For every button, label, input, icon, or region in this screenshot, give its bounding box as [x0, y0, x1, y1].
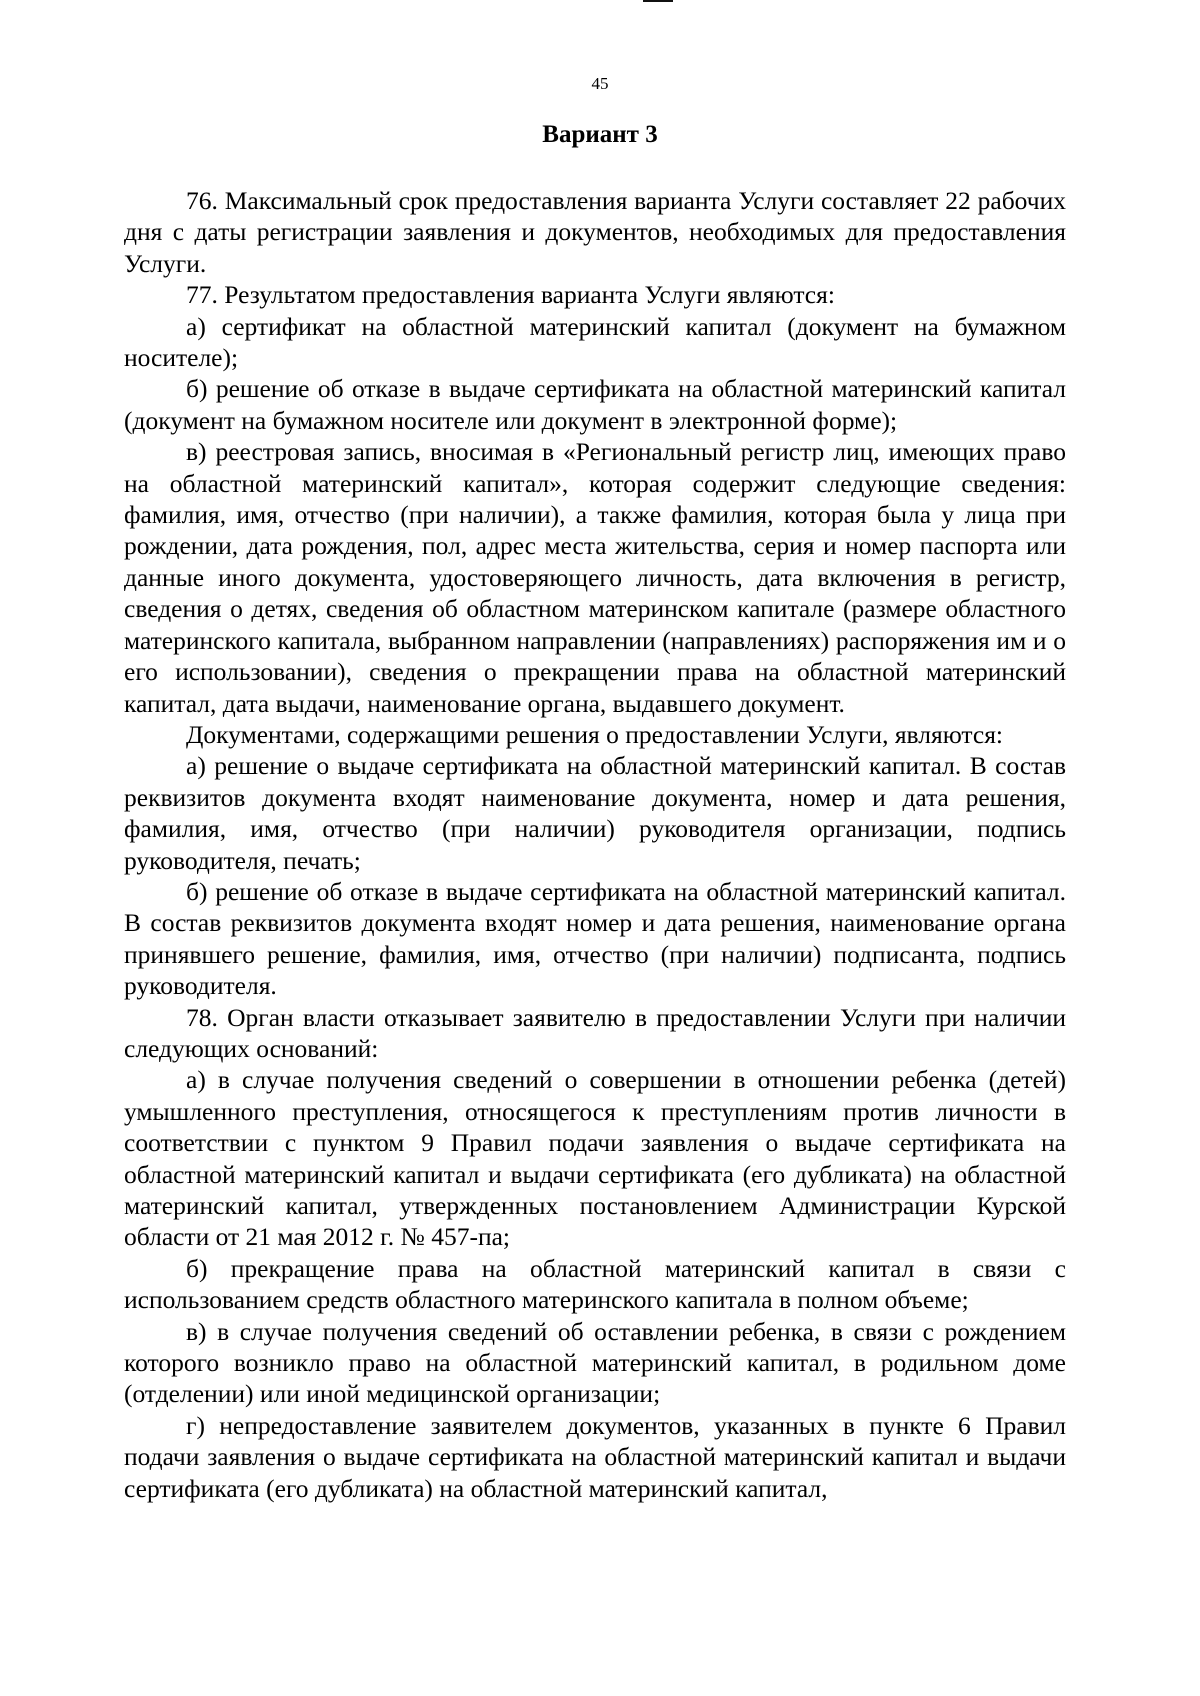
paragraph-decision-a: а) решение о выдаче сертификата на областной материнский капитал. В состав реквизитов документа входят наименование документа, номер и дата решения, фамилия, имя, отчество (при наличии) руководителя организации, подпись руководителя, печать;	[124, 751, 1066, 875]
paragraph-78: 78. Орган власти отказывает заявителю в предоставлении Услуги при наличии следующих оснований:	[124, 1002, 1066, 1063]
paragraph-78-v: в) в случае получения сведений об оставлении ребенка, в связи с рождением которого возникло право на областной материнский капитал, в родильном доме (отделении) или иной медицинской организации;	[124, 1316, 1066, 1409]
document-body	[124, 185, 1066, 1504]
paragraph-77-b: б) решение об отказе в выдаче сертификата на областной материнский капитал (документ на бумажном носителе или документ в электронной форме);	[124, 374, 1066, 435]
paragraph-77-a: а) сертификат на областной материнский капитал (документ на бумажном носителе);	[124, 311, 1066, 373]
paragraph-78-g: г) непредоставление заявителем документов, указанных в пункте 6 Правил подачи заявления о выдаче сертификата на областной материнский капитал и выдачи сертификата (его дубликата) на областной материнский капитал,	[124, 1410, 1066, 1503]
paragraph-decision-documents: Документами, содержащими решения о предоставлении Услуги, являются:	[186, 719, 1004, 749]
paragraph-77: 77. Результатом предоставления варианта Услуги являются:	[186, 280, 835, 310]
paragraph-76: 76. Максимальный срок предоставления варианта Услуги составляет 22 рабочих дня с даты регистрации заявления и документов, необходимых для предоставления Услуги.	[124, 186, 1066, 278]
paragraph-decision-b: б) решение об отказе в выдаче сертификата на областной материнский капитал. В состав реквизитов документа входят номер и дата решения, наименование органа принявшего решение, фамилия, имя, отчество (при наличии) подписанта, подпись руководителя.	[124, 876, 1066, 1001]
paragraph-78-b: б) прекращение права на областной материнский капитал в связи с использованием средств областного материнского капитала в полном объеме;	[124, 1253, 1066, 1315]
top-edge-mark	[643, 0, 673, 2]
section-title: Вариант 3	[542, 121, 658, 148]
paragraph-78-a: а) в случае получения сведений о совершении в отношении ребенка (детей) умышленного преступления, относящегося к преступлениям против личности в соответствии с пунктом 9 Правил подачи заявления о выдаче сертификата на областной материнский капитал и выдачи сертификата (его дубликата) на областной материнский капитал, утвержденных постановлением Администрации Курской области от 21 мая 2012 г. № 457-па;	[124, 1065, 1066, 1252]
paragraph-77-v: в) реестровая запись, вносимая в «Региональный регистр лиц, имеющих право на областной материнский капитал», которая содержит следующие сведения: фамилия, имя, отчество (при наличии), а также фамилия, которая была у лица при рождении, дата рождения, пол, адрес места жительства, серия и номер паспорта или данные иного документа, удостоверяющего личность, дата включения в регистр, сведения о детях, сведения об областном материнском капитале (размере областного материнского капитала, выбранном направлении (направлениях) распоряжения им и о его использовании), сведения о прекращении права на областной материнский капитал, дата выдачи, наименование органа, выдавшего документ.	[124, 437, 1066, 718]
page-number: 45	[591, 74, 609, 93]
